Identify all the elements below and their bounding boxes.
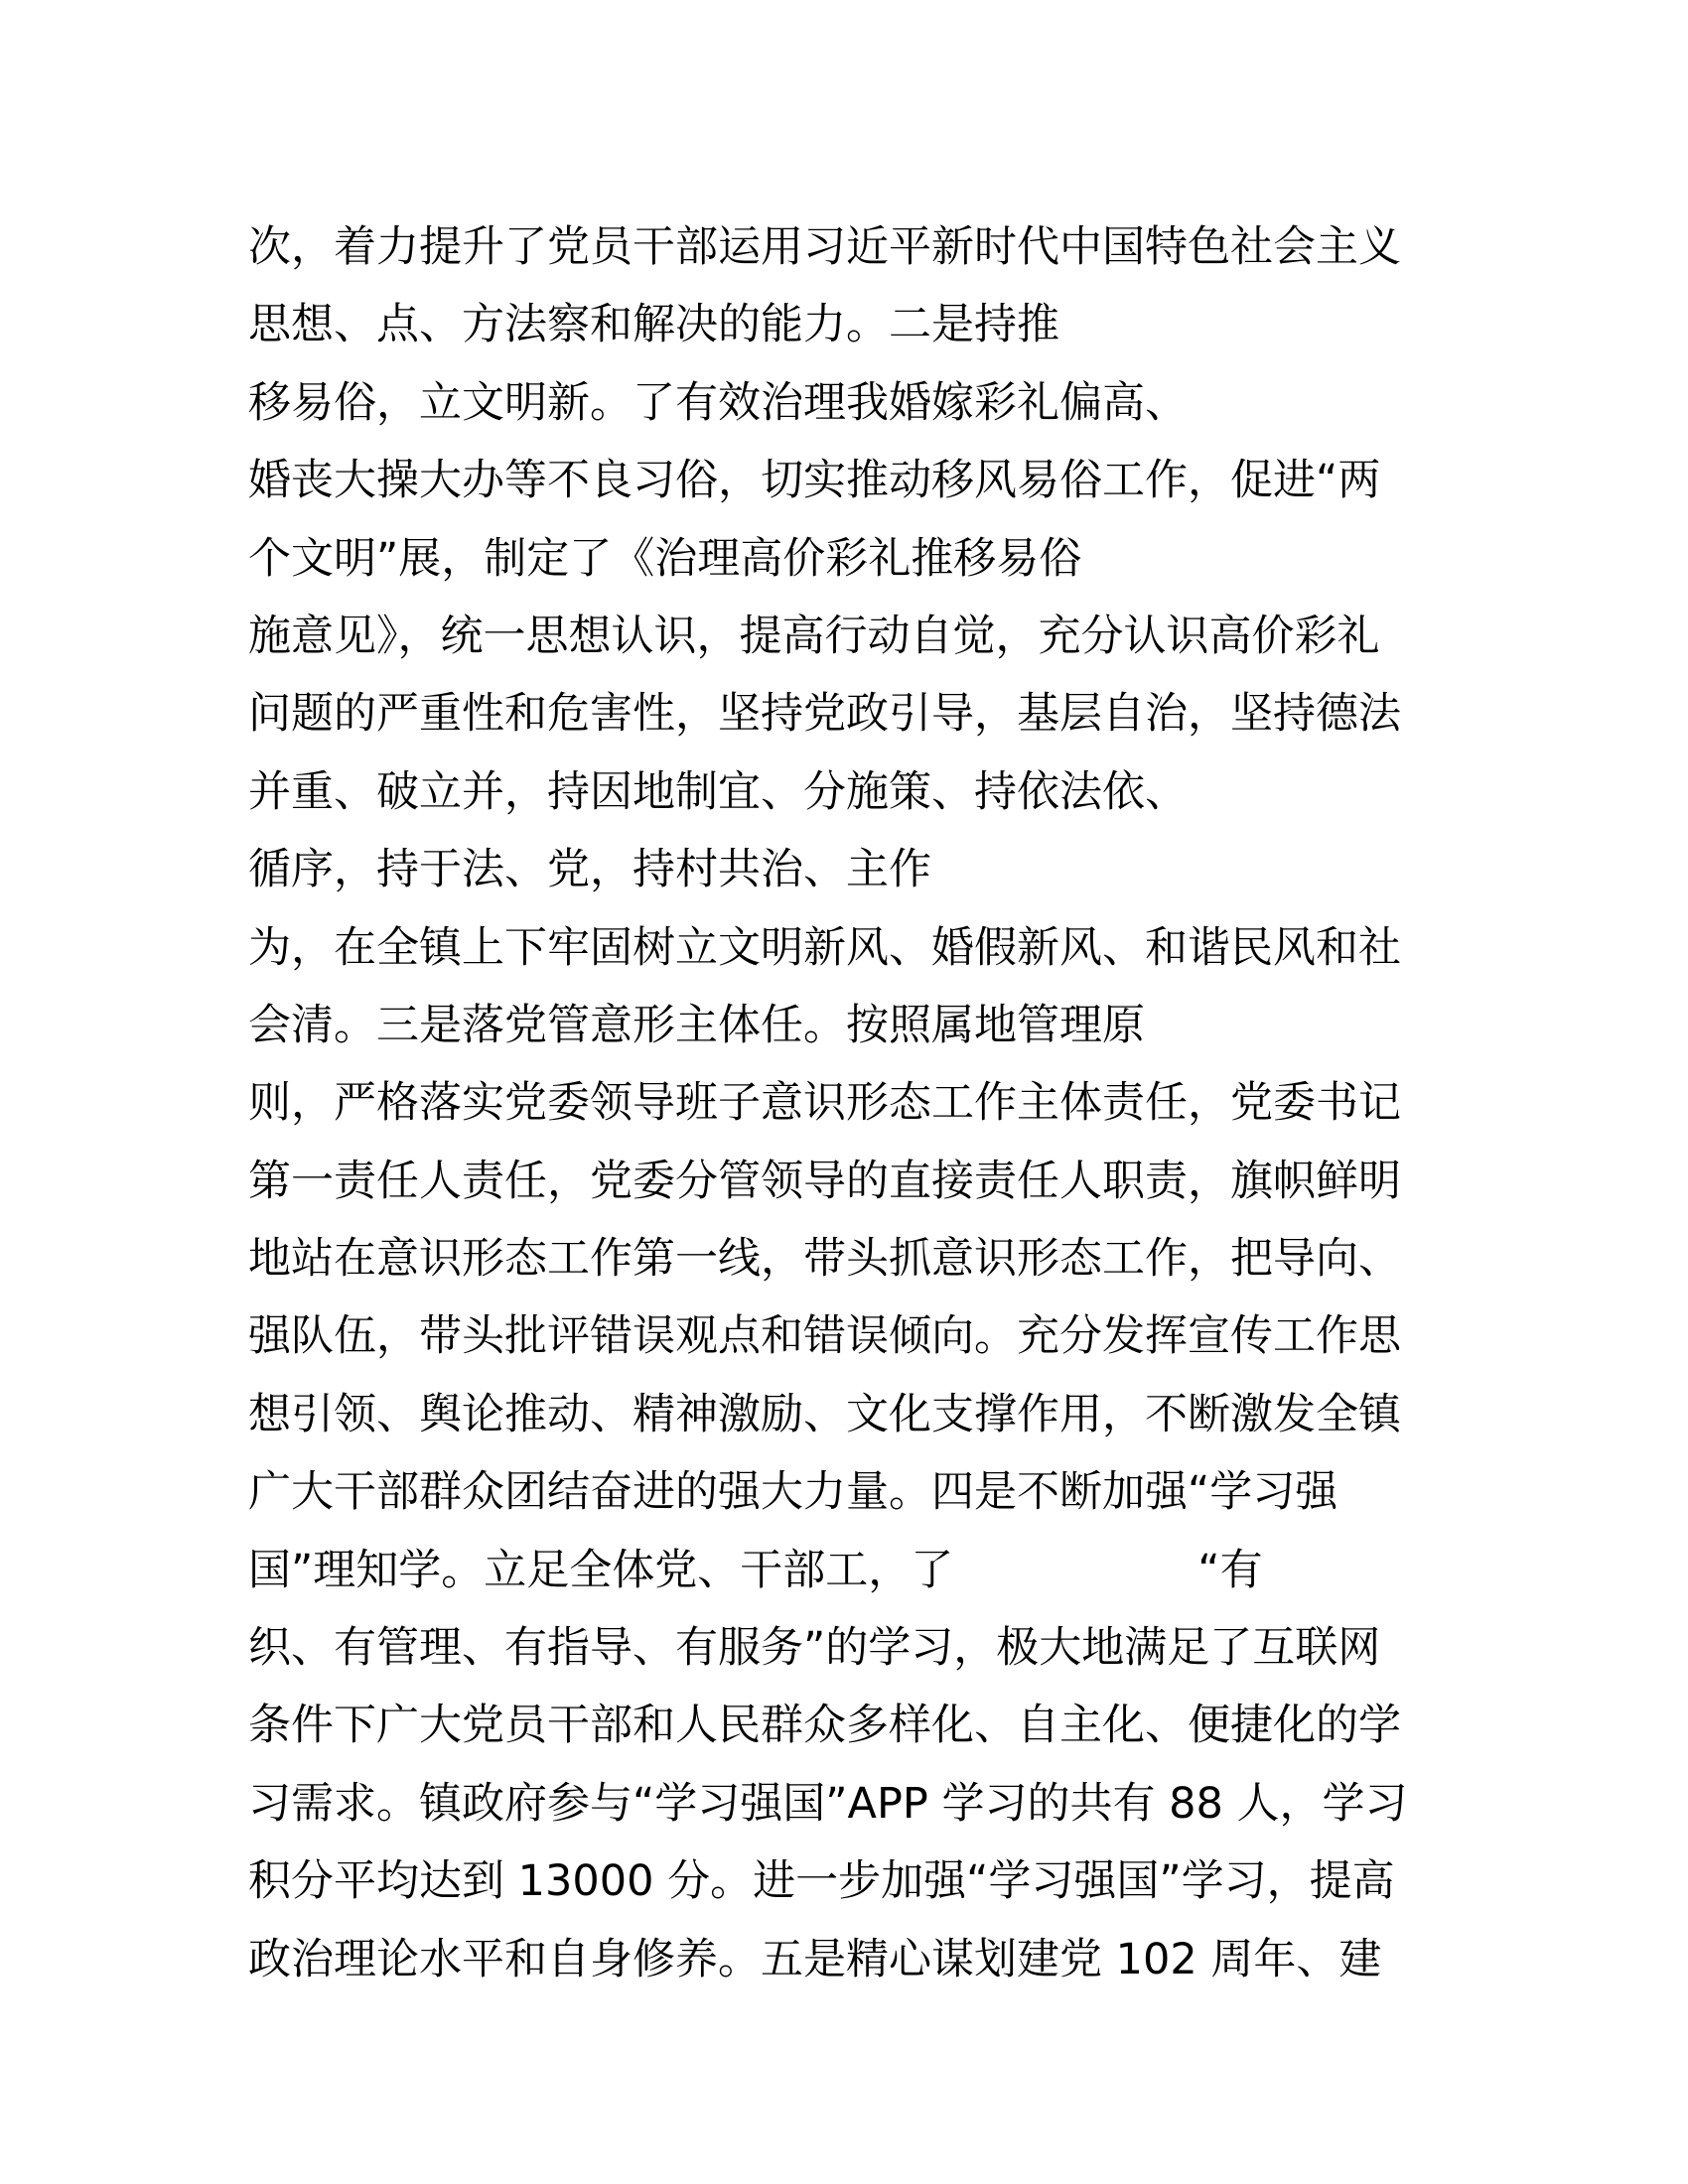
text-line: 个文明”展，制定了《治理高价彩礼推移易俗	[248, 533, 1082, 584]
text-line: 会清。三是落党管意形主体任。按照属地管理原	[248, 1000, 1145, 1050]
text-line: 习需求。镇政府参与“学习强国”APP 学习的共有 88 人，学习	[248, 1778, 1408, 1829]
text-line: 积分平均达到 13000 分。进一步加强“学习强国”学习，提高	[248, 1856, 1395, 1907]
text-line: 为，在全镇上下牢固树立文明新风、婚假新风、和谐民风和社	[248, 922, 1401, 973]
text-line: 国”理知学。立足全体党、干部工，了 “有	[248, 1545, 1263, 1595]
text-line: 问题的严重性和危害性，坚持党政引导，基层自治，坚持德法	[248, 689, 1401, 740]
text-line: 则，严格落实党委领导班子意识形态工作主体责任，党委书记	[248, 1078, 1401, 1129]
text-line: 思想、点、方法察和解决的能力。二是持推	[248, 300, 1059, 350]
text-line: 次，着力提升了党员干部运用习近平新时代中国特色社会主义	[248, 222, 1401, 272]
text-line: 强队伍，带头批评错误观点和错误倾向。充分发挥宣传工作思	[248, 1311, 1401, 1362]
text-line: 地站在意识形态工作第一线，带头抓意识形态工作，把导向、	[248, 1234, 1401, 1285]
text-line: 政治理论水平和自身修养。五是精心谋划建党 102 周年、建	[248, 1934, 1382, 1984]
text-line: 广大干部群众团结奋进的强大力量。四是不断加强“学习强	[248, 1467, 1338, 1518]
text-line: 第一责任人责任，党委分管领导的直接责任人职责，旗帜鲜明	[248, 1156, 1401, 1206]
text-line: 想引领、舆论推动、精神激励、文化支撑作用，不断激发全镇	[248, 1389, 1401, 1439]
body-text	[248, 208, 1450, 1998]
text-line: 条件下广大党员干部和人民群众多样化、自主化、便捷化的学	[248, 1701, 1401, 1751]
text-line: 移易俗，立文明新。了有效治理我婚嫁彩礼偏高、	[248, 377, 1188, 428]
text-line: 并重、破立并，持因地制宜、分施策、持依法依、	[248, 766, 1188, 817]
text-line: 婚丧大操大办等不良习俗，切实推动移风易俗工作，促进“两	[248, 456, 1381, 506]
text-line: 施意见》，统一思想认识，提高行动自觉，充分认识高价彩礼	[248, 611, 1380, 661]
text-line: 织、有管理、有指导、有服务”的学习，极大地满足了互联网	[248, 1623, 1381, 1674]
text-line: 循序，持于法、党，持村共治、主作	[248, 845, 931, 895]
